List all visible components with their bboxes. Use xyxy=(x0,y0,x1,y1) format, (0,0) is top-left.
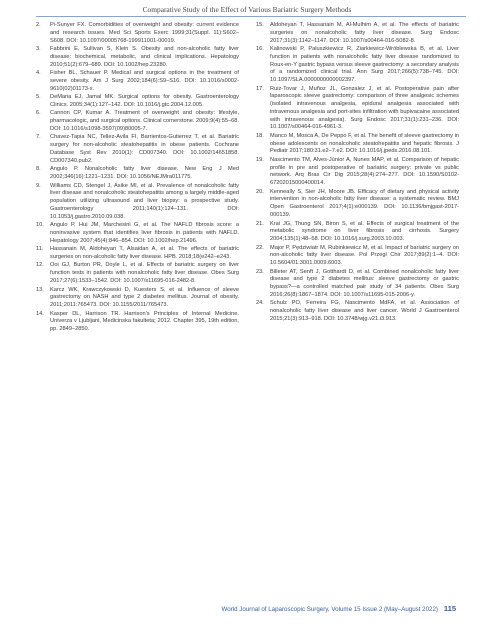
running-title: Comparative Study of the Effect of Various Bariatric Surgery Methods xyxy=(142,5,352,14)
reference-number: 10. xyxy=(36,222,44,229)
reference-text: DeMaria EJ, Jamal MK. Surgical options for obesity. Gastroenterology Clinics. 2005;34(1):127–142. DOI: 10.1016/j.gtc.2004.12.005. xyxy=(50,94,239,108)
reference-number: 12. xyxy=(36,262,44,269)
page-header xyxy=(0,0,494,18)
reference-number: 24. xyxy=(256,300,264,307)
reference-item xyxy=(36,94,239,110)
reference-item xyxy=(256,300,459,323)
reference-item xyxy=(36,134,239,165)
reference-text: Williams CD, Stengel J, Asike MI, et al. Prevalence of nonalcoholic fatty liver disease and nonalcoholic steatohepatitis among a largely middle-aged population utilizing ultrasound and liver biopsy: a prospective study. Gastroenterology 2011;140(1):124–131. DOI: 10.1053/j.gastro.2010.09.038. xyxy=(50,182,239,220)
reference-item xyxy=(36,110,239,133)
reference-number: 11. xyxy=(36,246,44,253)
reference-number: 18. xyxy=(256,132,264,139)
reference-number: 19. xyxy=(256,156,264,163)
reference-number: 14. xyxy=(36,310,44,317)
reference-text: Schulz PO, Ferreira FG, Nascimento MdFA, et al. Association of nonalcoholic fatty liver disease and liver cancer. World J Gastroenterol 2015;21(3):913–918. DOI: 10.3748/wjg.v21.i3.913. xyxy=(270,300,459,322)
reference-item xyxy=(256,189,459,220)
reference-item xyxy=(36,287,239,310)
reference-item xyxy=(36,311,239,334)
journal-citation: World Journal of Laparoscopic Surgery, Volume 15 Issue 2 (May–August 2022) xyxy=(221,606,438,613)
reference-text: Kenneally S, Sier JH, Moore JB. Efficacy of dietary and physical activity intervention in non-alcoholic fatty liver disease: a systematic review. BMJ Open Gastroenterol 2017;4(1):e000139. DOI: 10.1136/bmjgast-2017-000139. xyxy=(270,188,459,218)
reference-number: 4. xyxy=(36,70,41,77)
page-footer xyxy=(0,600,494,620)
reference-text: Fabbrini E, Sullivan S, Klein S. Obesity and non-alcoholic fatty liver disease: biochemical, metabolic, and clinical implications. Hepatology 2010;51(2):679–689. DOI: 10.1002/hep.23280. xyxy=(50,46,239,68)
reference-number: 15. xyxy=(256,22,264,28)
reference-item xyxy=(36,183,239,222)
reference-item xyxy=(256,46,459,85)
reference-text: Karcz WK, Krawczykowski D, Kuesters S, et al. Influence of sleeve gastrectomy on NASH and type 2 diabetes mellitus. Journal of obesity. 2011;2011:765473. DOI: 10.1155/2011/765473. xyxy=(50,286,239,309)
reference-text: Angulo P. Nonalcoholic fatty liver disease. New Eng J Med 2002;346(16):1221–1231. DOI: 10.1056/NEJMra011775. xyxy=(50,166,239,181)
reference-text: Chavez-Tapia NC, Tellez-Avila FI, Barrientos-Gutierrez T, et al. Bariatric surgery for non-alcoholic steatohepatitis in obese patients. Cochrane Database Syst Rev 2010(1): CD007340. DOI: 10.1002/14651858. CD007340.pub2. xyxy=(50,134,239,164)
reference-text: Manco M, Mosca A, De Peppo F, et al. The benefit of sleeve gastrectomy in obese adolescents on nonalcoholic steatohepatitis and hepatic fibrosis. J Pediatr 2017;180:31.e2–7.e2. DOI: 10.1016/j.jpeds.2016.08.101. xyxy=(270,132,459,155)
reference-item xyxy=(36,246,239,262)
references-left-column xyxy=(36,22,239,335)
reference-text: Angulo P, Hui JM, Marchesini G, et al. The NAFLD fibrosis score: a noninvasive system that identifies liver fibrosis in patients with NAFLD. Hepatology 2007;45(4):846–854. DOI: 10.1002/hep.21496. xyxy=(50,222,239,244)
reference-item xyxy=(36,22,239,45)
reference-text: Pi-Sunyer FX. Comorbidities of overweight and obesity: current evidence and research issues. Med Sci Sports Exerc 1999;31(Suppl. 11):S602–S608. DOI: 10.1097/00005768-199911001-00019. xyxy=(50,22,239,44)
reference-number: 8. xyxy=(36,166,41,173)
reference-number: 17. xyxy=(256,85,264,92)
reference-item xyxy=(36,166,239,182)
header-divider xyxy=(36,16,466,17)
reference-item xyxy=(36,222,239,245)
reference-item xyxy=(256,245,459,268)
reference-text: Krai JG, Thung SN, Biron S, et al. Effects of surgical treatment of the metabolic syndrome on liver fibrosis and cirrhosis. Surgery 2004;135(1):48–58. DOI: 10.1016/j.surg.2003.10.003. xyxy=(270,220,459,243)
reference-text: Ooi GJ, Burton PR, Doyle L, et al. Effects of bariatric surgery on liver function tests in patients with nonalcoholic fatty liver disease. Obes Surg 2017;27(6):1533–1542. DOI: 10.1007/s11695-016-2482-8. xyxy=(50,262,239,284)
reference-number: 13. xyxy=(36,286,44,293)
reference-item xyxy=(36,46,239,69)
reference-number: 5. xyxy=(36,94,41,101)
reference-number: 3. xyxy=(36,46,41,53)
reference-item xyxy=(256,133,459,156)
reference-item xyxy=(36,262,239,285)
reference-item xyxy=(256,157,459,188)
reference-item xyxy=(256,22,459,45)
reference-number: 16. xyxy=(256,46,264,53)
reference-number: 2. xyxy=(36,22,41,28)
reference-text: Billeter AT, Senft J, Gotthardt D, et al. Combined nonalcoholic fatty liver disease and type 2 diabetes mellitus: sleeve gastrectomy or gastric bypass?—a controlled matched pair study of 34 patients. Obes Surg 2016;26(8):1867–1874. DOI: 10.1007/s11695-015-2006-y. xyxy=(270,268,459,298)
reference-number: 23. xyxy=(256,268,264,275)
reference-text: Kalinowski P, Paluszkiewicz R, Ziarkiewicz-Wróblewska B, et al. Liver function in patients with nonalcoholic fatty liver disease randomized to Roux-en-Y gastric bypass versus sleeve gastrectomy: a secondary analysis of a randomized clinical trial. Ann Surg 2017;266(5):738–745. DOI: 10.1097/SLA.0000000000002397. xyxy=(270,46,459,84)
reference-number: 20. xyxy=(256,188,264,195)
references-right-column xyxy=(256,22,459,324)
reference-text: Hassanain M, Aldoheyan T, Alsaidan A, et al. The effects of bariatric surgeries on non-alcoholic fatty liver disease. HPB. 2018;18(e242–e243. xyxy=(50,246,239,260)
reference-item xyxy=(36,70,239,93)
reference-text: Nascimento TM, Alves-Júnior A, Nunes MAP, et al. Comparison of hepatic profile in pre and postoperative of bariatric surgery: private vs public network. Arq Bras Cir Dig 2015;28(4):274–277. DOI: 10.1590/S0102-67202015000400014. xyxy=(270,156,459,187)
reference-number: 9. xyxy=(36,182,41,189)
reference-item xyxy=(256,269,459,300)
page-number: 115 xyxy=(443,604,457,613)
reference-number: 21. xyxy=(256,220,264,227)
reference-item xyxy=(256,221,459,244)
reference-text: Kasper DL, Harrison TR. Harrison's Principles of Internal Medicine. Univerza v Ljubljani, Medicinska fakulteta; 2012. Chapter 395, 19th edition, pp. 2849–2850. xyxy=(50,310,239,333)
reference-text: Fisher BL, Schauer P. Medical and surgical options in the treatment of severe obesity. Am J Surg 2002;184(6):S9–S16. DOI: 10.1016/s0002-9610(02)01173-x. xyxy=(50,70,239,92)
reference-number: 22. xyxy=(256,244,264,251)
reference-number: 7. xyxy=(36,134,41,141)
reference-text: Cannon CP, Kumar A. Treatment of overweight and obesity: lifestyle, pharmacologic, and surgical options. Clinical cornerstone. 2009;9(4):55–68. DOI: 10.1016/s1098-3597(09)80005-7. xyxy=(50,110,239,132)
reference-item xyxy=(256,86,459,133)
reference-text: Ruiz-Tovar J, Muñoz JL, Gonzalez J, et al. Postoperative pain after laparoscopic sleeve gastrectomy: comparison of three analgesic schemes (isolated intravenous analgesia, epidural analgesia associated with intravenous analgesia and port-sites infiltration with bupivacaine associated with intravenous analgesia). Surg Endosc 2017;31(1):231–236. DOI: 10.1007/s00464-016-4961-3. xyxy=(270,85,459,131)
reference-text: Major P, Pędziwiatr M, Rubinkiewicz M, et al. Impact of bariatric surgery on non-alcoholic fatty liver disease. Pol Przegl Chir 2017;89(2):1–4. DOI: 10.5604/01.3001.0009.6003. xyxy=(270,244,459,267)
reference-number: 6. xyxy=(36,110,41,117)
reference-text: Aldoheyan T, Hassanain M, Al-Mulhim A, et al. The effects of bariatric surgeries on nonalcoholic fatty liver disease. Surg Endosc 2017;31(3):1142–1147. DOI: 10.1007/s00464-016-5082-8. xyxy=(270,22,459,44)
